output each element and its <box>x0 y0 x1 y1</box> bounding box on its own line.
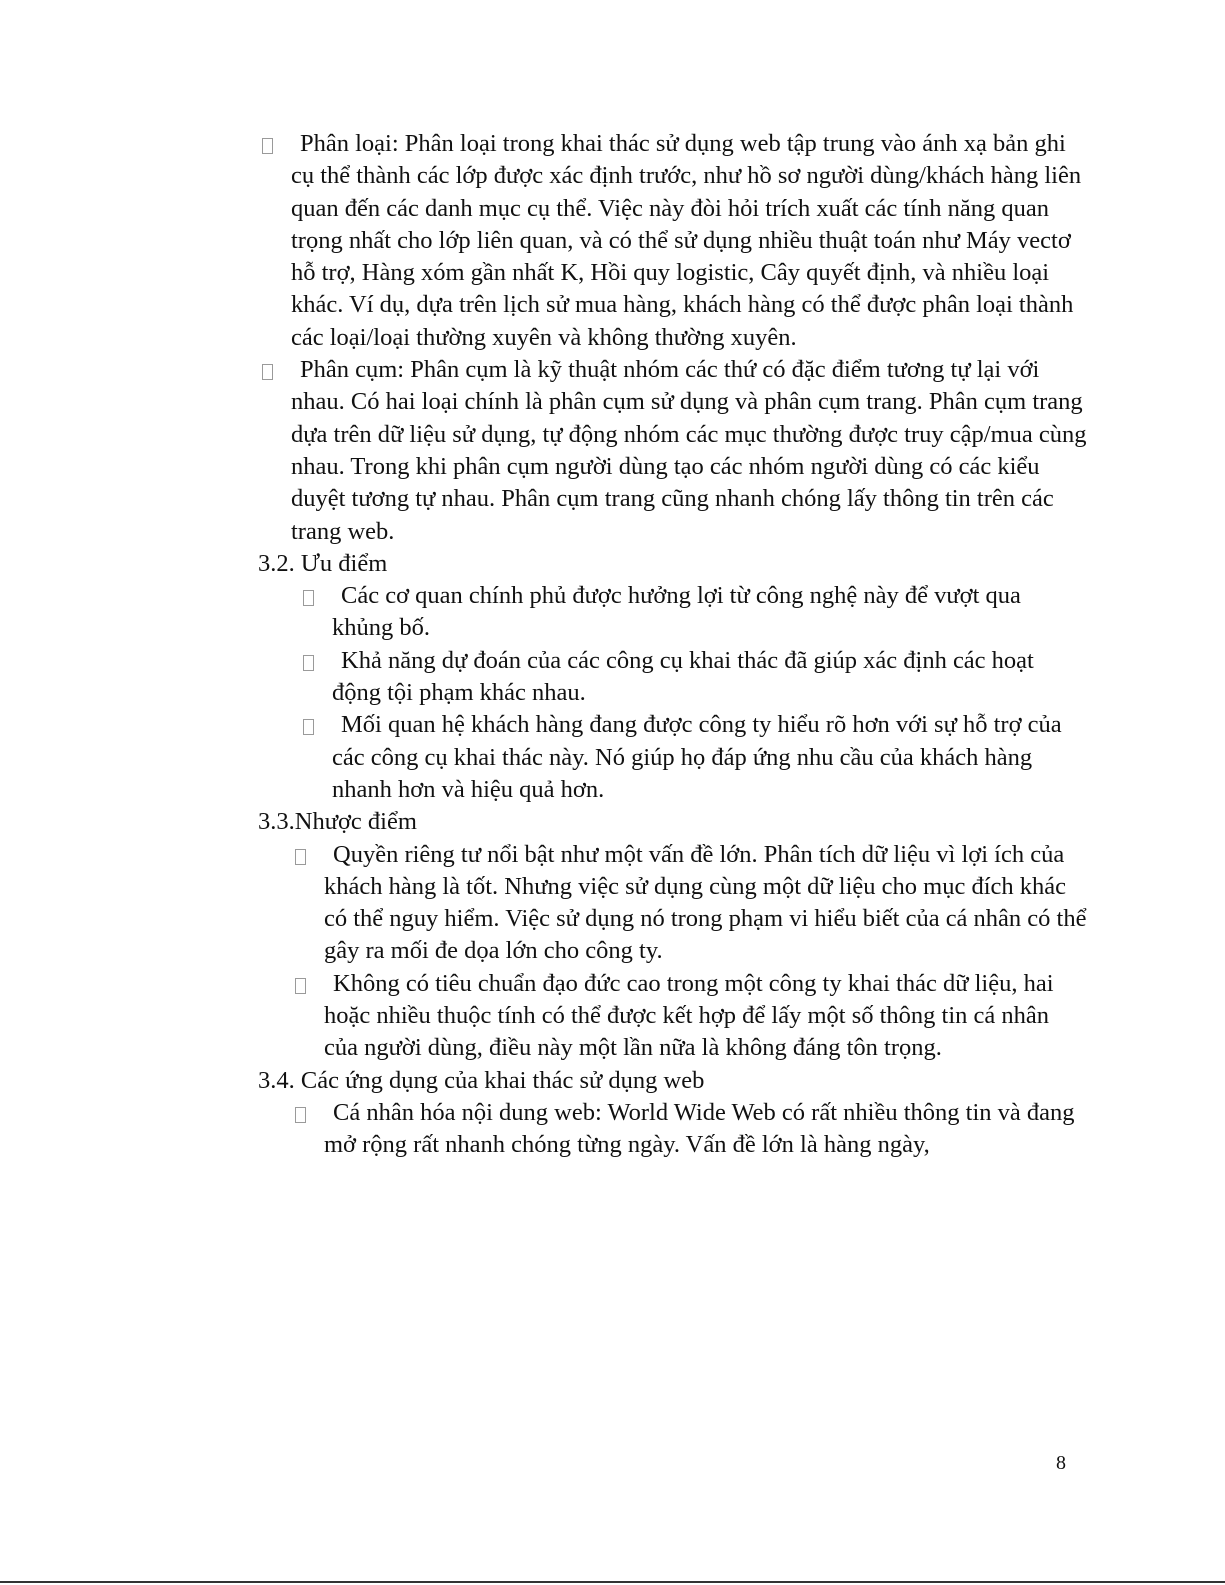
list-item <box>258 645 1088 710</box>
bullet-box-icon <box>295 849 306 865</box>
page-content <box>258 128 1088 1162</box>
page-number: 8 <box>1056 1452 1066 1474</box>
list-item-text: Khả năng dự đoán của các công cụ khai thác đã giúp xác định các hoạt động tội phạm khác nhau. <box>332 646 1034 707</box>
bullet-box-icon <box>303 719 314 735</box>
list-item-text: Không có tiêu chuẩn đạo đức cao trong một công ty khai thác dữ liệu, hai hoặc nhiều thuộc tính có thể được kết hợp để lấy một số thông tin cá nhân của người dùng, điều này một lần nữa là không đáng tôn trọng. <box>324 969 1054 1062</box>
list-item <box>258 709 1088 806</box>
bullet-box-icon <box>303 590 314 606</box>
page-bottom-divider <box>0 1581 1225 1583</box>
list-item-text: Phân loại: Phân loại trong khai thác sử dụng web tập trung vào ánh xạ bản ghi cụ thể thành các lớp được xác định trước, như hồ sơ người dùng/khách hàng liên quan đến các danh mục cụ thể. Việc này đòi hỏi trích xuất các tính năng quan trọng nhất cho lớp liên quan, và có thể sử dụng nhiều thuật toán như Máy vectơ hỗ trợ, Hàng xóm gần nhất K, Hồi quy logistic, Cây quyết định, và nhiều loại khác. Ví dụ, dựa trên lịch sử mua hàng, khách hàng có thể được phân loại thành các loại/loại thường xuyên và không thường xuyên. <box>291 130 1082 351</box>
section-heading-disadvantages: 3.3.Nhược điểm <box>258 808 417 836</box>
list-item <box>258 580 1088 645</box>
section-heading-advantages: 3.2. Ưu điểm <box>258 549 388 577</box>
list-item-text: Quyền riêng tư nổi bật như một vấn đề lớn. Phân tích dữ liệu vì lợi ích của khách hàng là tốt. Nhưng việc sử dụng cùng một dữ liệu cho mục đích khác có thể nguy hiểm. Việc sử dụng nó trong phạm vi hiểu biết của cá nhân có thể gây ra mối đe dọa lớn cho công ty. <box>324 840 1087 965</box>
bullet-box-icon <box>262 138 273 154</box>
bullet-box-icon <box>295 978 306 994</box>
list-item-text: Mối quan hệ khách hàng đang được công ty hiểu rõ hơn với sự hỗ trợ của các công cụ khai thác này. Nó giúp họ đáp ứng nhu cầu của khách hàng nhanh hơn và hiệu quả hơn. <box>332 711 1062 803</box>
bullet-box-icon <box>262 364 273 380</box>
list-item-clustering <box>258 354 1088 548</box>
list-item-text: Cá nhân hóa nội dung web: World Wide Web có rất nhiều thông tin và đang mở rộng rất nhanh chóng từng ngày. Vấn đề lớn là hàng ngày, <box>324 1098 1075 1159</box>
list-item-text: Phân cụm: Phân cụm là kỹ thuật nhóm các thứ có đặc điểm tương tự lại với nhau. Có hai loại chính là phân cụm sử dụng và phân cụm trang. Phân cụm trang dựa trên dữ liệu sử dụng, tự động nhóm các mục thường được truy cập/mua cùng nhau. Trong khi phân cụm người dùng tạo các nhóm người dùng có các kiểu duyệt tương tự nhau. Phân cụm trang cũng nhanh chóng lấy thông tin trên các trang web. <box>291 356 1087 545</box>
list-item-classification <box>258 128 1088 354</box>
bullet-box-icon <box>303 655 314 671</box>
list-item <box>258 839 1088 968</box>
section-heading-applications: 3.4. Các ứng dụng của khai thác sử dụng web <box>258 1066 705 1094</box>
bullet-box-icon <box>295 1107 306 1123</box>
list-item-text: Các cơ quan chính phủ được hưởng lợi từ công nghệ này để vượt qua khủng bố. <box>332 582 1021 642</box>
list-item <box>258 968 1088 1065</box>
list-item <box>258 1097 1088 1162</box>
